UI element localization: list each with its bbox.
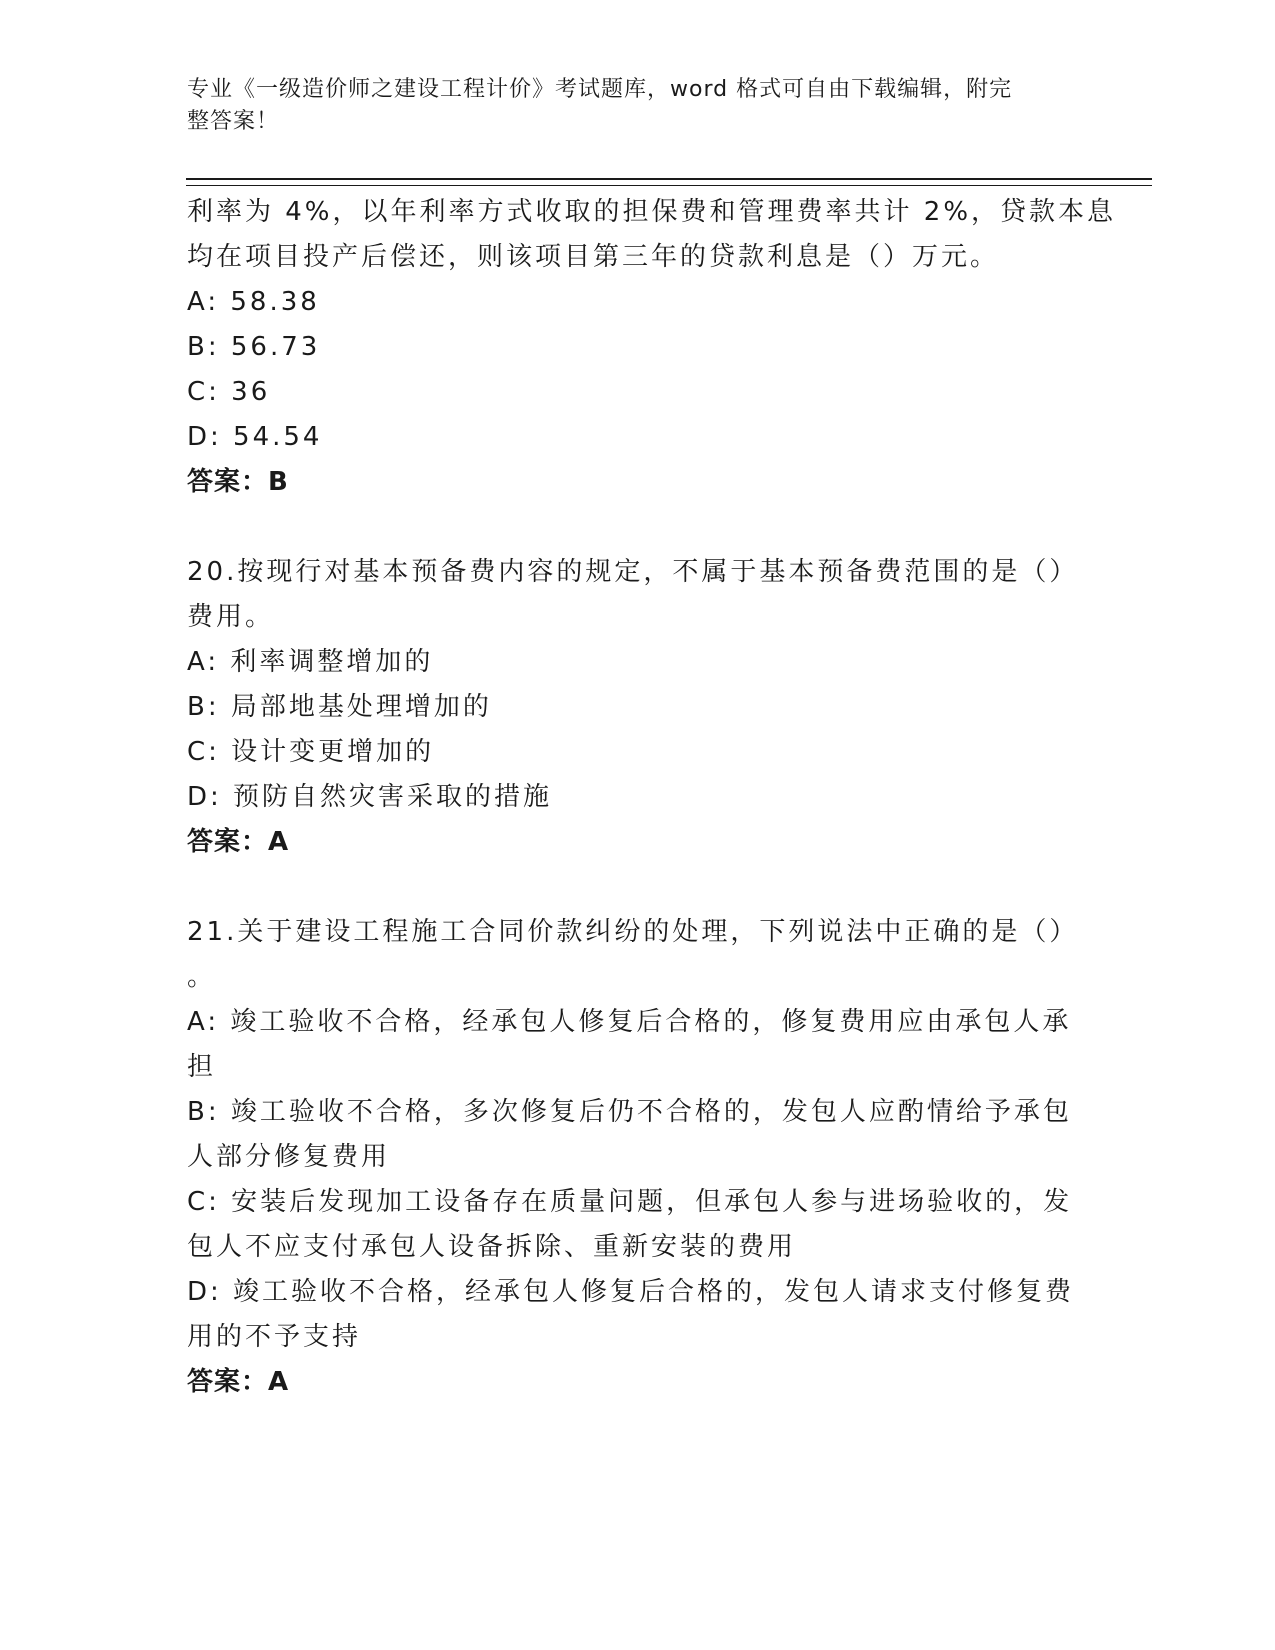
option-b: B: 56.73 xyxy=(187,332,321,362)
spacer xyxy=(187,865,1087,910)
option-d-continued: 用的不予支持 xyxy=(187,1322,362,1352)
answer-line: 答案：B xyxy=(187,467,289,497)
option-d: D: 预防自然灾害采取的措施 xyxy=(187,782,553,812)
option-a: A: 利率调整增加的 xyxy=(187,647,434,677)
question-stem-line: 20.按现行对基本预备费内容的规定，不属于基本预备费范围的是（） xyxy=(187,557,1079,587)
question-stem-line: 21.关于建设工程施工合同价款纠纷的处理，下列说法中正确的是（） xyxy=(187,917,1079,947)
question-stem-line: 均在项目投产后偿还，则该项目第三年的贷款利息是（）万元。 xyxy=(187,242,1000,272)
option-d: D: 54.54 xyxy=(187,422,323,452)
question-stem-line: 利率为 4%，以年利率方式收取的担保费和管理费率共计 2%，贷款本息 xyxy=(187,197,1117,227)
option-d: D: 竣工验收不合格，经承包人修复后合格的，发包人请求支付修复费 xyxy=(187,1277,1075,1307)
question-19 xyxy=(187,190,1117,505)
option-a: A: 58.38 xyxy=(187,287,320,317)
header-line-1: 专业《一级造价师之建设工程计价》考试题库，word 格式可自由下载编辑，附完 xyxy=(187,77,1013,102)
option-b: B: 局部地基处理增加的 xyxy=(187,692,492,722)
page-header xyxy=(187,74,1067,138)
option-a-continued: 担 xyxy=(187,1052,217,1082)
header-rule-thin xyxy=(186,185,1152,186)
option-c: C: 安装后发现加工设备存在质量问题，但承包人参与进场验收的，发 xyxy=(187,1187,1073,1217)
answer-line: 答案：A xyxy=(187,1367,290,1397)
option-c: C: 36 xyxy=(187,377,271,407)
header-line-2: 整答案！ xyxy=(187,109,280,134)
question-stem-line: 。 xyxy=(187,962,217,992)
option-c: C: 设计变更增加的 xyxy=(187,737,435,767)
spacer xyxy=(187,505,1087,550)
option-b-continued: 人部分修复费用 xyxy=(187,1142,391,1172)
answer-line: 答案：A xyxy=(187,827,290,857)
option-a: A: 竣工验收不合格，经承包人修复后合格的，修复费用应由承包人承 xyxy=(187,1007,1072,1037)
question-stem-line: 费用。 xyxy=(187,602,275,632)
question-21 xyxy=(187,910,1087,1405)
header-rule-thick xyxy=(186,178,1152,180)
option-c-continued: 包人不应支付承包人设备拆除、重新安装的费用 xyxy=(187,1232,797,1262)
option-b: B: 竣工验收不合格，多次修复后仍不合格的，发包人应酌情给予承包 xyxy=(187,1097,1072,1127)
question-list xyxy=(187,190,1117,1405)
question-20 xyxy=(187,550,1087,865)
